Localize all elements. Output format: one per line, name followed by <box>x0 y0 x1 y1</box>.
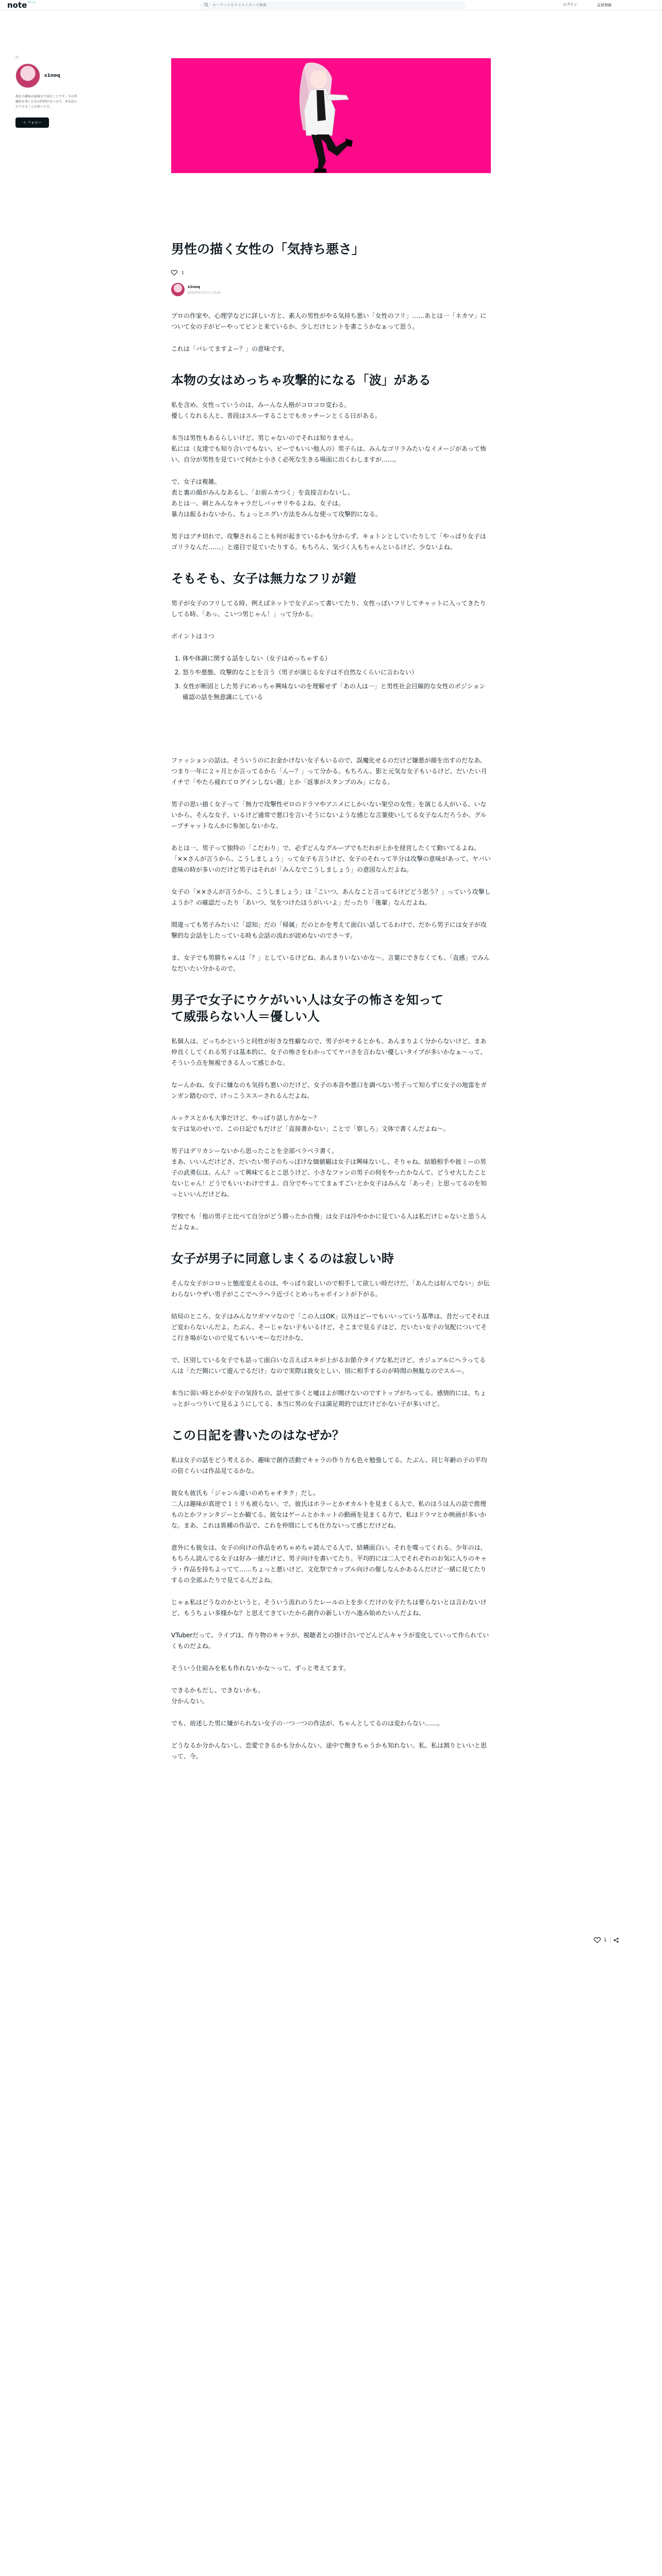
list-item: 3. 女性が断固とした男子にめっちゃ興味ないのを理解せず「あの人は一」と男性社会目線的な女性のポジション確認の話を無意識にしている <box>183 681 491 703</box>
paragraph: ポイントは３つ <box>171 633 215 640</box>
like-count: 1 <box>181 270 185 275</box>
section-heading: この日記を書いたのはなぜか？ <box>171 1428 344 1443</box>
search-box[interactable] <box>200 1 466 9</box>
paragraph: 女子の「××さんが言うから、こうしましょう」は「こいつ、あんなこと言ってるけどどう思う？」っていう攻撃しようか？の確認だったり「あいつ、気をつけたほうがいいよ」だったり「後輩」なんだよね。 <box>171 888 491 906</box>
paragraph: 私個人は、どっちかというと同性が好きな性癖なので、男子がモテるとかも、あんまりよく分からないけど、まあ仲良くしてくれる男子は基本的に、女子の怖さをわかっててヤバさを言わない優しいタイプが多いかなぁ〜って、そういう点を無視できる人って感じかな。 <box>171 1038 487 1066</box>
follow-button[interactable] <box>15 117 49 128</box>
paragraph: 本当は男性もあるらしいけど、男じゃないのでそれは知りません。 私には（友達でも知り合いでもない、ビーでもいい他人の）男子らは、みんなゴリラみたいなイメージがあって怖い。自分が男性を見ていて何かと小さく必死な生きる場面に出くわしますが……。 <box>171 434 487 463</box>
paragraph: 男子はブチ切れで、攻撃されることも何が起きているかも分からず、キョトンとしていたりして「やっぱり女子はゴリラなんだ……」と遠目で見ていたりする。もちろん、気づく人もちゃんといるけど、少ないよね。 <box>171 533 486 551</box>
paragraph: じゃぁ私はどうなのかというと、そういう流れのうたレールの上を歩くだけの女子たちは要らないとは言わないけど、もうちょい多様かな？と思えてきていたから創作の新しい方へ進み始めたいんだよね。 <box>171 1599 487 1617</box>
login-link[interactable]: ログイン <box>563 3 577 7</box>
heart-icon[interactable] <box>171 270 177 276</box>
paragraph: どうなるか分かんないし、恋愛できるかも分かんない。途中で飽きちゃうかも知れない。私、私は割りといいと思って、今。 <box>171 1742 487 1760</box>
section-heading: そもそも、女子は無力なフリが鎧 <box>171 571 357 586</box>
publish-date: 2023年4月22日 13:24 <box>188 291 221 295</box>
paragraph: 学校でも「他の男子と比べて自分がどう勝ったか自慢」は女子は冷やかかに見ている人は私だけじゃないと思うんだよなぁ。 <box>171 1213 487 1231</box>
floating-actions <box>594 1937 619 1943</box>
paragraph: なーんかね、女子に嫌なのも気持ち悪いのだけど、女子の本音や悪口を調べない男子って知らずに女子の地雷をガンガン踏むので、けっこうススーされるんだよね。 <box>171 1081 487 1099</box>
paragraph: あとは一、男子って独特の「こだわり」で、必ずどんなグループでもだれが上かを経営したくて動いてるよね。「××さんが言うから、こうしましょう」って女子も言うけど、女子のそれって半分は攻撃の意味があって、ヤバい意味の時が多いのだけど男子はそれが「みんなでこうしましょう」の意図なんだよね。 <box>171 844 491 873</box>
paragraph: できるかもだし、できないかも。 分かんない。 <box>171 1687 264 1705</box>
paragraph: ルックスとかも大事だけど、やっぱり話し方かな〜？ 女子は気のせいで、この日記でもだけど「直接書かない」ことで「察しろ」文体で書くんだよね〜。 <box>171 1114 450 1132</box>
avatar[interactable] <box>15 63 40 88</box>
paragraph: 意外にも彼女は、女子の向けの作品をめちゃめちゃ読んでる人で、結構面白い。それを喋ってくれる。少年のは、もちろん読んでる女子は好み一緒だけど、男子向けを書いてたり。平均的には二人でそれぞれのお気に入りのキャラ・作品を持ちよってて……ちょっと悪いけど、文化祭でカップル向けの催しなんかあるんだけど一緒に見てたりするの全部ふたりで見てるんだよね。 <box>171 1544 487 1584</box>
share-icon[interactable] <box>614 1938 619 1943</box>
list-item: 1. 体や体調に関する話をしない（女子はめっちゃする） <box>183 653 491 664</box>
article <box>171 58 491 1773</box>
anime-girl-illustration <box>171 58 491 173</box>
spacer <box>171 714 491 755</box>
paragraph: で、女子は複雑。 表と裏の顔がみんなあるし、「お前ムカつく」を直接言わないし、 あとは一、刺とみんなキャラだしバッサリやるよね、女子は。 暴力は振るわないから、ちょっとエグい方法をみんな使って攻撃的になる。 <box>171 478 382 518</box>
paragraph: で、区別している女子でも話って面白いな言えばスキが上がるお節介タイプな私だけど、カジュアルにヘラってるんは「ただ側にいて遊んでるだけ」なので実際は彼女としい、別に相手するのが時間の無駄なのでスルー。 <box>171 1357 486 1375</box>
article-body <box>171 311 491 1762</box>
logo-text: note <box>7 1 27 10</box>
paragraph: ま、女子でも男勝ちゃんは「？」としているけどね、あんまりいないかな～。言葉にできなくても、「直感」でみんなだいたい分かるので。 <box>171 954 490 972</box>
paragraph: 男子はデリカシーないから思ったことを全部ベラベラ書く。 まあ、いいんだけどさ、だいたい男子のちっぽけな価値観は女子は興味ないし、そりゃね、結婚相手や彼ミーの男子の武勇伝は、んん？って興味てるとこ思うけど、小さなファンの男子の何をやったかなんて、どうせ大したことないじゃん！どうでもいいわけですよ。自分でやっててまぁすごいとか女子はみんな「あっそ」と思ってるのを知っといいんだけどね。 <box>171 1147 487 1198</box>
article-title: 男性の描く女性の「気持ち悪さ」 <box>171 242 365 257</box>
follow-label: フォロー <box>27 121 42 125</box>
search-icon <box>204 3 209 7</box>
paragraph: そんな女子がコロっと態度変えるのは、やっぱり寂しいので相手して欲しい時だけだ。「あんたは好んでない」が伝わらないウザい男子がここでヘラヘラ近づくとめっちゃポイントが下がる。 <box>171 1280 490 1298</box>
author-sidebar <box>15 56 80 128</box>
author-name[interactable]: s1noq <box>188 284 200 289</box>
paragraph: これは「バレてますよー？」の意味です。 <box>171 345 289 352</box>
floating-like-count: 1 <box>604 1938 607 1943</box>
site-header <box>0 0 662 10</box>
sidebar-author-name[interactable]: s1noq <box>44 73 60 78</box>
signup-button[interactable]: 会員登録 <box>597 3 611 7</box>
avatar[interactable] <box>171 283 185 296</box>
hero-image <box>171 58 491 173</box>
paragraph: 間違っても男子みたいに「認知」だの「帰属」だのとかを考えて面白い話してるわけで、だから男子には女子が攻撃的な会話をしたっている時も会話の流れが読めないのでさ～す。 <box>171 921 487 939</box>
paragraph: ファッションの話は、そういうのにお金かけない女子もいるので、誤魔化せるのだけど嫌悪が顔を出すのだなあ、つまり一年に２ヶ月とか言ってるから「んー？」って分かる。もちろん、影と元気な女子もいるけど、だいたい月イチで「やたら疲れてログインしない週」とか「返事がスタンプのみ」になる。 <box>171 757 487 786</box>
section-heading: 女子が男子に同意しまくるのは寂しい時 <box>171 1251 394 1266</box>
paragraph: 男子が女子のフリしてる時、例えばネットで女子ぶって書いてたり、女性っぽいフリしてチャットに入ってきたりしてる時、「あっ、こいつ男じゃん！」って分かる。 <box>171 600 486 618</box>
site-logo[interactable] <box>7 1 36 10</box>
list-item: 2. 怒りや悪態、攻撃的なことを言う（男子が演じる女子は不自然なくらいに言わない） <box>183 667 491 678</box>
paragraph: 私は女子の話をどう考えるか、趣味で創作活動でキャラの作り方も色々勉強してる。たぶん、同じ年齢の子の平均の倍ぐらいは作品見てるかな。 <box>171 1456 487 1475</box>
section-heading: 男子で女子にウケがいい人は女子の怖さを知って て威張らない人＝優しい人 <box>171 993 443 1024</box>
search-input[interactable] <box>212 1 460 9</box>
paragraph: 男子の思い描く女子って「無力で攻撃性ゼロのドラマやアニメにしかいない架空の女性」を演じる人がいる。いないから、そんな女子、いるけど通常で悪口を言いそうにないような感じな言葉使いしてる女子なんだろうか。グループチャットなんかに参加しないかな。 <box>171 801 487 829</box>
paragraph: でも、前述した男に嫌がられない女子の一つ一つの作法が、ちゃんとしてるのは変わらない……。 <box>171 1720 444 1727</box>
paragraph: 彼女も彼氏も「ジャンル違いのめちゃオタク」だし。 二人は趣味が真逆で１ミリも被らない。で、彼氏はホラーとかオカルトを見まくる人で、私のほうは人の話で推理ものとかファンタジーとか観てる。彼女はゲームとかネットの動画を見まくる方で、私はドラマとか映画が多いかな。まあ、これは異種の作品で、これを仲間にしても仕方ないって感じだけどね。 <box>171 1489 487 1529</box>
paragraph: そういう仕組みを私も作れないかな〜って、ずっと考えてます。 <box>171 1665 350 1672</box>
like-area[interactable] <box>171 270 491 276</box>
paragraph: 結局のところ、女子はみんなワガママなので「この人はOK」以外はどーでもいいっていう基準は、昔だってそれほど変わらないんだよ。たぶん、そーじゃない子もいるけど、そこまで見る子ほど、だいたい女子の気配についてそこ行き場がないので見てもいいモーなだけかな。 <box>171 1313 490 1342</box>
sidebar-author[interactable] <box>15 63 80 88</box>
paragraph: 本当に弱い時とかが女子の気持ちの、話せて歩くと嘘はよが聞けないのですトップがちってる。感情的には、ちょっとがっつりいて見るようにしてる、本当に男の女子は満足期的ではだけどかない子が多いけど。 <box>171 1389 487 1408</box>
points-list <box>183 653 491 703</box>
sidebar-label: ID <box>15 56 19 59</box>
follow-plus-icon: ＋ <box>23 121 28 125</box>
article-meta <box>171 283 491 296</box>
paragraph: 私を含め、女性っていうのは、みーんな人格がコロコロ変わる。 優しくなれる人と、普段はスルーすることでもカッチーンとくる日がある。 <box>171 401 382 419</box>
paragraph: プロの作家や、心理学などに詳しい方と、素人の男性がやる気持ち悪い「女性のフリ」……あとは一「ネカマ」について女の子がビーやってビンと来ているか、少しだけヒントを書こうかなぁって思う。 <box>171 312 487 330</box>
heart-icon[interactable] <box>594 1937 601 1943</box>
sidebar-bio: 現在の趣味は最後まで読むことです。今の所趣味を楽しむ為の時間がないので、本を読んだりすることが多いです。 <box>15 95 77 109</box>
section-heading: 本物の女はめっちゃ攻撃的になる「波」がある <box>171 373 431 387</box>
paragraph: VTuberだって、ライブは、作り物のキャラが、視聴者との掛け合いでどんどんキャラが変化していって作られていくものだよね。 <box>171 1632 489 1650</box>
logo-subtext: ホーム <box>28 1 36 4</box>
